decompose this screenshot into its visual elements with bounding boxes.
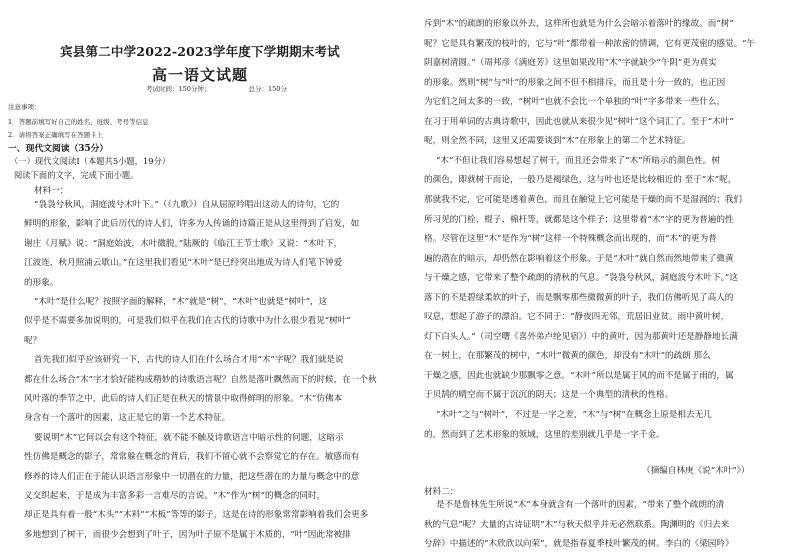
notice-item: 2．请将答案正确填写在答题卡上 [8, 131, 104, 139]
text-line: 身含有一个落叶的因素，这正是它的第一个艺术特征。 [24, 413, 231, 424]
text-line: 都在什么场合“木”字才恰好能构成精妙的诗歌语言呢？自然是落叶飘然而下的时候，在一个秋 [24, 374, 377, 385]
text-line: 阴嘉树清圆。”（周邦彦《满庭芳》这里如果改用“木”字就缺少“午阴”更为真实 [424, 58, 717, 69]
text-line: 性仿佛是概念的影子，常常躲在概念的背后，我们不留心就不会察觉它的存在。敏感而有 [24, 452, 360, 463]
text-line: 落下的不是碧绿柔软的叶子，而是飘零那些微微黄的叶子，我们仿佛听见了高人的 [424, 292, 734, 303]
text-line: “木叶”之与“树叶”，不过是一字之差，“木”与“树”在概念上原是相去无几 [436, 410, 712, 420]
text-line: 鲜明的形象，影响了此后历代的诗人们，许多为人传诵的诗篇正是从这里得到了启发，如 [24, 219, 360, 230]
text-line: 似乎是不需要多加说明的，可是我们似乎在我们在古代的诗歌中为什么很少看见“树叶” [24, 316, 351, 327]
text-line: 呢？它是具有繁茂的枝叶的，它与“叶”都带着一种浓密的情调，它有更茂密的感觉。“午 [424, 38, 756, 49]
exam-meta [146, 84, 323, 93]
exam-header-title: 宾县第二中学2022-2023学年度下学期期末考试 [60, 44, 340, 59]
subject-title: 高一语文试题 [151, 66, 248, 84]
text-line: 多地想到了树干，而很少会想到了叶子，因为叶子原不是属于木质的，“叶”因此常被排 [24, 529, 351, 540]
text-line: 是不是詹林先生所说“木”本身就含有一个落叶的因素，“带来了整个疏朗的清 [436, 500, 725, 510]
text-line: 首先我们似乎应该研究一下，古代的诗人们在什么场合才用“木”字呢？我们就是说 [34, 355, 344, 366]
text-line: 要说明“木”它何以会有这个特征，就不能不触及诗歌语言中暗示性的问题，这暗示 [34, 432, 344, 443]
text-line: 江波连，秋月照浦云歇山。”在这里我们看见“木叶”是已经突出地成为诗人们笔下钟爱 [24, 258, 343, 269]
text-line: 谢庄《月赋》说：“洞庭始波，木叶微脱。”陆厥的《临江王节士歌》又说：“木叶下， [24, 238, 343, 249]
material1-label: 材料一： [34, 186, 69, 196]
text-line: 呢，则全然不同，这里又还需要谈到“木”在形象上的第二个艺术特征。 [424, 136, 691, 147]
text-line: 与干燥之感，它带来了整个疏朗的清秋的气息。“袅袅兮秋风，洞庭波兮木叶下。”这 [424, 273, 738, 284]
exam-time: 考试时间：150分钟； [146, 85, 211, 93]
text-line: 那就我不定，它可能是透着黄色，而且在触觉上它可能是干燥的而不是湿润的；我们 [424, 194, 742, 205]
text-line: 为它们之间太多的一致，“树叶”也就不会比一个单独的“叶”字多带来一些什么， [424, 97, 726, 108]
reading-instruction: 阅读下面的文字，完成下面小题。 [14, 170, 139, 180]
notice-title: 注意事项： [8, 103, 41, 111]
text-line: 灯下白头人。”（司空曙《喜外弟卢纶见宿》）中的黄叶，因为那黄叶还是静静地长满 [424, 331, 738, 342]
text-line: 所习见的门栓、棍子、棉杆等，就都是这个样子；这里带着“木”字的更为普遍的性 [424, 214, 734, 225]
section-title: 一、现代文阅读（35分） [8, 144, 109, 154]
text-line: 却正是具有着一般“木头”“木料”“木板”等等的影子，这是在诗的形象常常影响着我们会更多 [24, 510, 369, 521]
text-line: “袅袅兮秋风，洞庭波兮木叶下。”（《九歌》）自从屈原吟唱出这动人的诗句，它的 [34, 200, 340, 210]
notice-item: 1．答题前填写好自己的姓名、班级、考号等信息 [8, 118, 149, 126]
exam-score: 总分：150分 [248, 85, 287, 93]
right-column [402, 0, 794, 560]
text-line: 格。尽管在这里“木”是作为“树”这样一个特殊概念而出现的，而“木”的更为普 [424, 234, 717, 245]
text-line: 的形象。然则“树”与“叶”的形象之间不但不相排斥，而且是十分一致的，也正因 [424, 77, 726, 88]
text-line: 于贝鹄的晴空而不属于沉沉的阴天；这是一个典型的清秋的性格。 [424, 390, 674, 401]
text-line: “木叶”是什么呢？按照字面的解释，“木”就是“树”，“木叶”也就是“树叶”，这 [34, 297, 328, 307]
text-line: 的形象。 [24, 277, 59, 288]
material2-label: 材料二： [424, 487, 459, 497]
text-line: 叹息，想起了游子的漂泊。它不同于：“静夜四无邻，荒居旧业贫。雨中黄叶树， [424, 312, 730, 323]
text-line: 在一树上，在那繁茂的树中，“木叶”微黄的颜色，却没有“木叶”的疏朗 那么 [424, 351, 711, 362]
text-line: 兮辞》中描述的“木欣欣以向荣”，就是指春夏季枝叶繁茂的树。李白的《梁园吟》 [424, 539, 734, 550]
text-line: “木”不但让我们容易想起了树干，而且还会带来了“木”所暗示的颜色性。树 [436, 155, 720, 166]
text-line: 修养的诗人们正在于能认识语言形象中一切潜在的力量，把这些潜在的力量与概念中的意 [24, 471, 360, 482]
text-line: 遍的潜在的暗示，却仍然在影响着这个形象。于是“木叶”就自然而然地带来了微黄 [424, 253, 734, 264]
text-line: 风叶落的季节之中，此后的诗人们正是在秋天的情景中取得鲜明的形象。“木”仿佛本 [24, 394, 343, 404]
text-line: 的，然而到了艺术形象的领域，这里的差别就几乎是一字千金。 [424, 429, 665, 440]
text-line: 的颜色，即就树干而论，一般乃是褐绿色，这与叶也还是比较相近的 至于“木”呢， [424, 175, 737, 186]
text-line: 干燥之感，因此也就缺少那飘零之意。“木叶”所以是属于风的而不是属于雨的，属 [424, 370, 734, 381]
text-line: 秋的气息”呢？大量的古诗证明“木”与秋天似乎并无必然联系。陶渊明的《归去来 [424, 519, 730, 530]
subsection-title: （一）现代文阅读I（本题共5小题，19分） [10, 156, 171, 166]
text-line: 在习于用单词的古典诗歌中，因此也就从来很少见“树叶”这个词汇了。至于“木叶” [424, 116, 734, 127]
text-line: 义交织起来，于是成为丰富多彩一言难尽的言说。“木”作为“树”的概念的同时， [24, 491, 326, 501]
text-line: 呢？ [24, 335, 42, 346]
material1-source: （摘编自林庚《说“木叶”》） [642, 466, 750, 476]
text-line: 斥到“木”的疏朗的形象以外去，这样所也就是为什么会暗示着落叶的缘故。而“树” [424, 19, 734, 29]
